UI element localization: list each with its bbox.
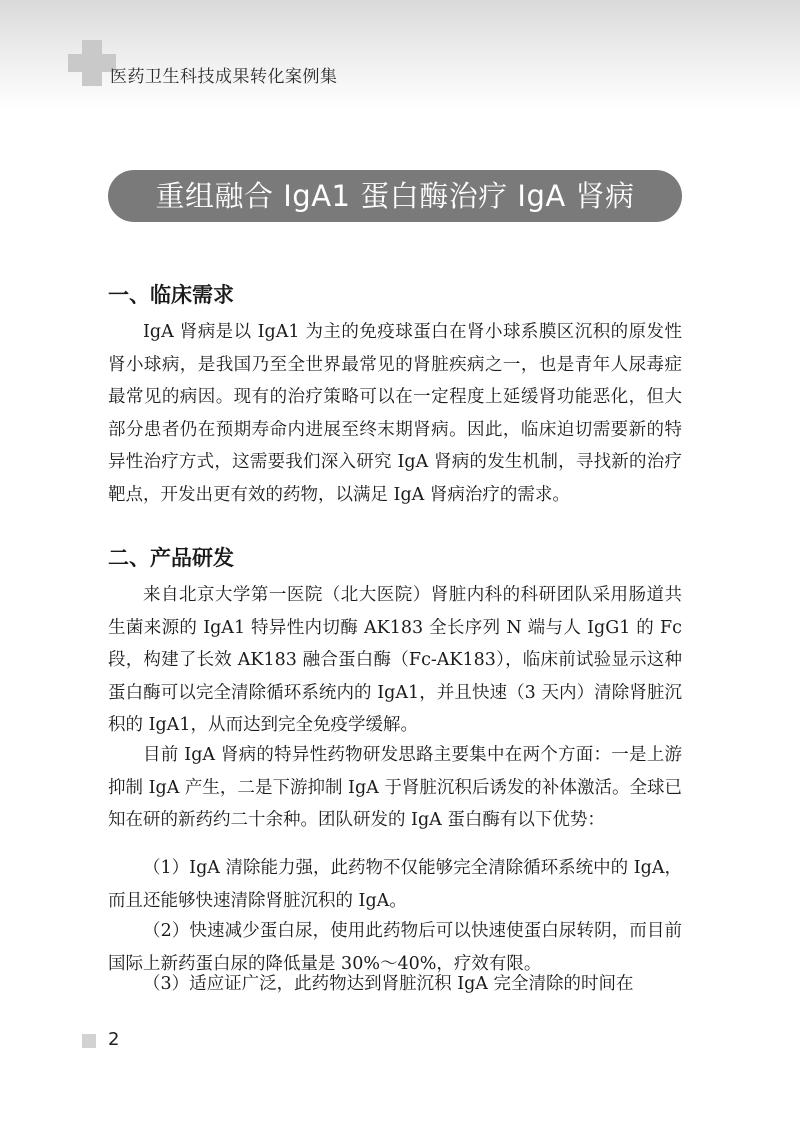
section-heading-clinical-needs: 一、临床需求 — [108, 283, 234, 307]
footer-square-marker — [82, 1034, 96, 1048]
header-band — [0, 0, 800, 110]
paragraph-team-research: 来自北京大学第一医院（北大医院）肾脏内科的科研团队采用肠道共生菌来源的 IgA1 特异性内切酶 AK183 全长序列 N 端与人 IgG1 的 Fc 段，构建了长效 AK183 融合蛋白酶（Fc-AK183），临床前试验显示这种蛋白酶可以完全清除循环系统内的 IgA1，并且快速（3 天内）清除肾脏沉积的 IgA1，从而达到完全免疫学缓解。 — [108, 585, 682, 735]
section-heading-product-development: 二、产品研发 — [108, 546, 234, 570]
paragraph-research-directions: 目前 IgA 肾病的特异性药物研发思路主要集中在两个方面：一是上游抑制 IgA 产生，二是下游抑制 IgA 于肾脏沉积后诱发的补体激活。全球已知在研的新药约二十余种。团队研发的 IgA 蛋白酶有以下优势： — [108, 745, 682, 830]
paragraph-clinical-needs: IgA 肾病是以 IgA1 为主的免疫球蛋白在肾小球系膜区沉积的原发性肾小球病，是我国乃至全世界最常见的肾脏疾病之一，也是青年人尿毒症最常见的病因。现有的治疗策略可以在一定程度上延缓肾功能恶化，但大部分患者仍在预期寿命内进展至终末期肾病。因此，临床迫切需要新的特异性治疗方式，这需要我们深入研究 IgA 肾病的发生机制，寻找新的治疗靶点，开发出更有效的药物，以满足 IgA 肾病治疗的需求。 — [108, 322, 682, 505]
cross-logo-horizontal — [68, 54, 116, 72]
page-number: 2 — [108, 1029, 120, 1050]
article-title-banner: 重组融合 IgA1 蛋白酶治疗 IgA 肾病 — [108, 170, 682, 222]
paragraph-advantage-3: （3）适应证广泛，此药物达到肾脏沉积 IgA 完全清除的时间在 — [143, 974, 634, 994]
running-header-title: 医药卫生科技成果转化案例集 — [110, 67, 338, 87]
paragraph-advantage-1: （1）IgA 清除能力强，此药物不仅能够完全清除循环系统中的 IgA，而且还能够快速清除肾脏沉积的 IgA。 — [108, 858, 682, 911]
paragraph-advantage-2: （2）快速减少蛋白尿，使用此药物后可以快速使蛋白尿转阴，而目前国际上新药蛋白尿的降低量是 30%～40%，疗效有限。 — [108, 921, 682, 974]
